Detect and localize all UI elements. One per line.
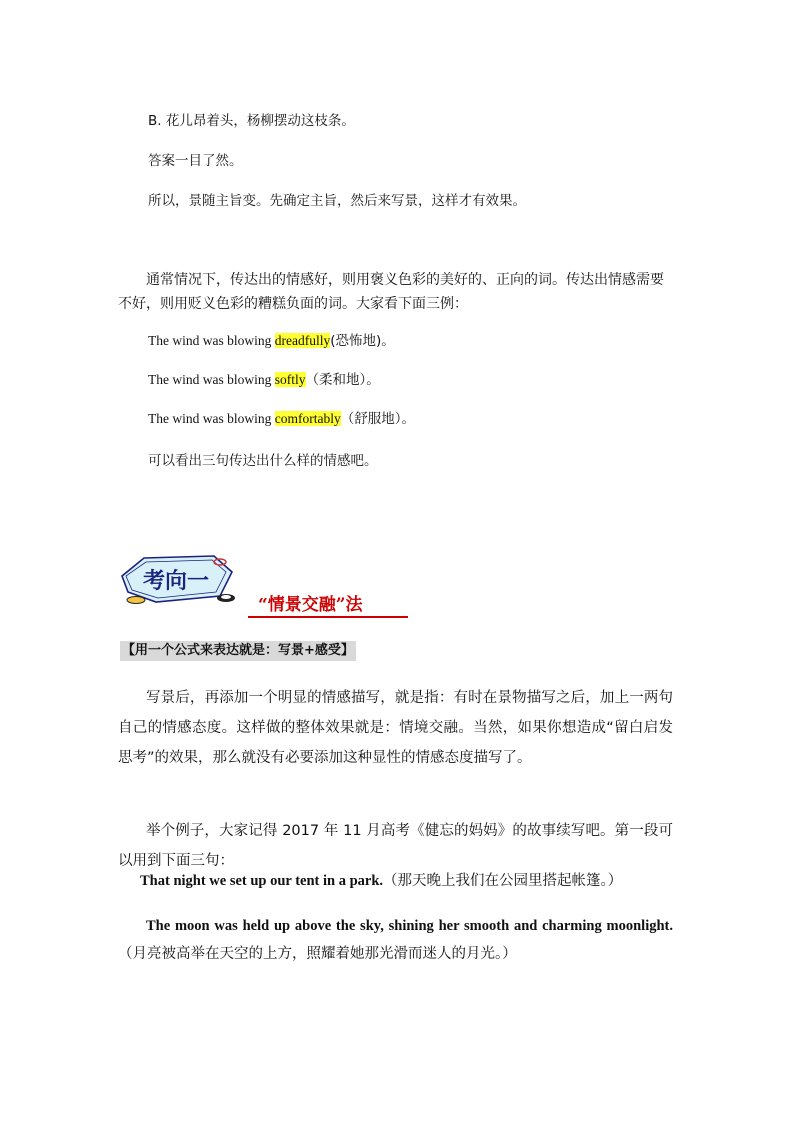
body-paragraph: 写景后，再添加一个明显的情感描写，就是指：有时在景物描写之后，加上一两句自己的情感态度。这样做的整体效果就是：情境交融。当然，如果你想造成“留白启发思考”的效果，那么就没有必要添加这种显性的情感态度描写了。 bbox=[118, 690, 673, 766]
body-paragraph: 举个例子，大家记得 2017 年 11 月高考《健忘的妈妈》的故事续写吧。第一段可以用到下面三句： bbox=[118, 823, 673, 869]
example-gloss: （柔和地）。 bbox=[305, 372, 380, 388]
example-gloss: (恐怖地)。 bbox=[330, 333, 395, 349]
example-sentence bbox=[118, 912, 673, 968]
example-line bbox=[148, 371, 380, 389]
example-prefix: The wind was blowing bbox=[148, 372, 275, 387]
badge-label: 考向一 bbox=[142, 568, 210, 594]
example-prefix: The wind was blowing bbox=[148, 411, 275, 426]
formula-box: 【用一个公式来表达就是：写景+感受】 bbox=[120, 641, 356, 661]
example-line bbox=[148, 410, 415, 428]
intro-paragraph: 通常情况下，传达出的情感好，则用褒义色彩的美好的、正向的词。传达出情感需要不好，则用贬义色彩的糟糕负面的词。大家看下面三例： bbox=[118, 272, 664, 312]
section-title: “情景交融”法 bbox=[248, 594, 408, 618]
line-b: B. 花儿昂着头，杨柳摆动这枝条。 bbox=[148, 113, 355, 129]
highlighted-word: comfortably bbox=[274, 411, 341, 426]
example-prefix: The wind was blowing bbox=[148, 333, 275, 348]
answer-line: 答案一目了然。 bbox=[148, 153, 243, 169]
highlighted-word: dreadfully bbox=[274, 333, 331, 348]
examples-note: 可以看出三句传达出什么样的情感吧。 bbox=[148, 453, 378, 469]
sentence-en: The moon was held up above the sky, shining her smooth and charming moonlight. bbox=[146, 918, 673, 934]
sentence-cn: （月亮被高举在天空的上方，照耀着她那光滑而迷人的月光。） bbox=[118, 946, 517, 962]
section-badge bbox=[116, 552, 246, 616]
example-gloss: （舒服地）。 bbox=[340, 411, 415, 427]
sentence-en: That night we set up our tent in a park. bbox=[140, 873, 384, 889]
example-line bbox=[148, 332, 395, 350]
highlighted-word: softly bbox=[274, 372, 306, 387]
sentence-cn: （那天晚上我们在公园里搭起帐篷。） bbox=[383, 873, 623, 889]
conclusion-line: 所以，景随主旨变。先确定主旨，然后来写景，这样才有效果。 bbox=[148, 193, 526, 209]
example-sentence bbox=[140, 872, 622, 890]
